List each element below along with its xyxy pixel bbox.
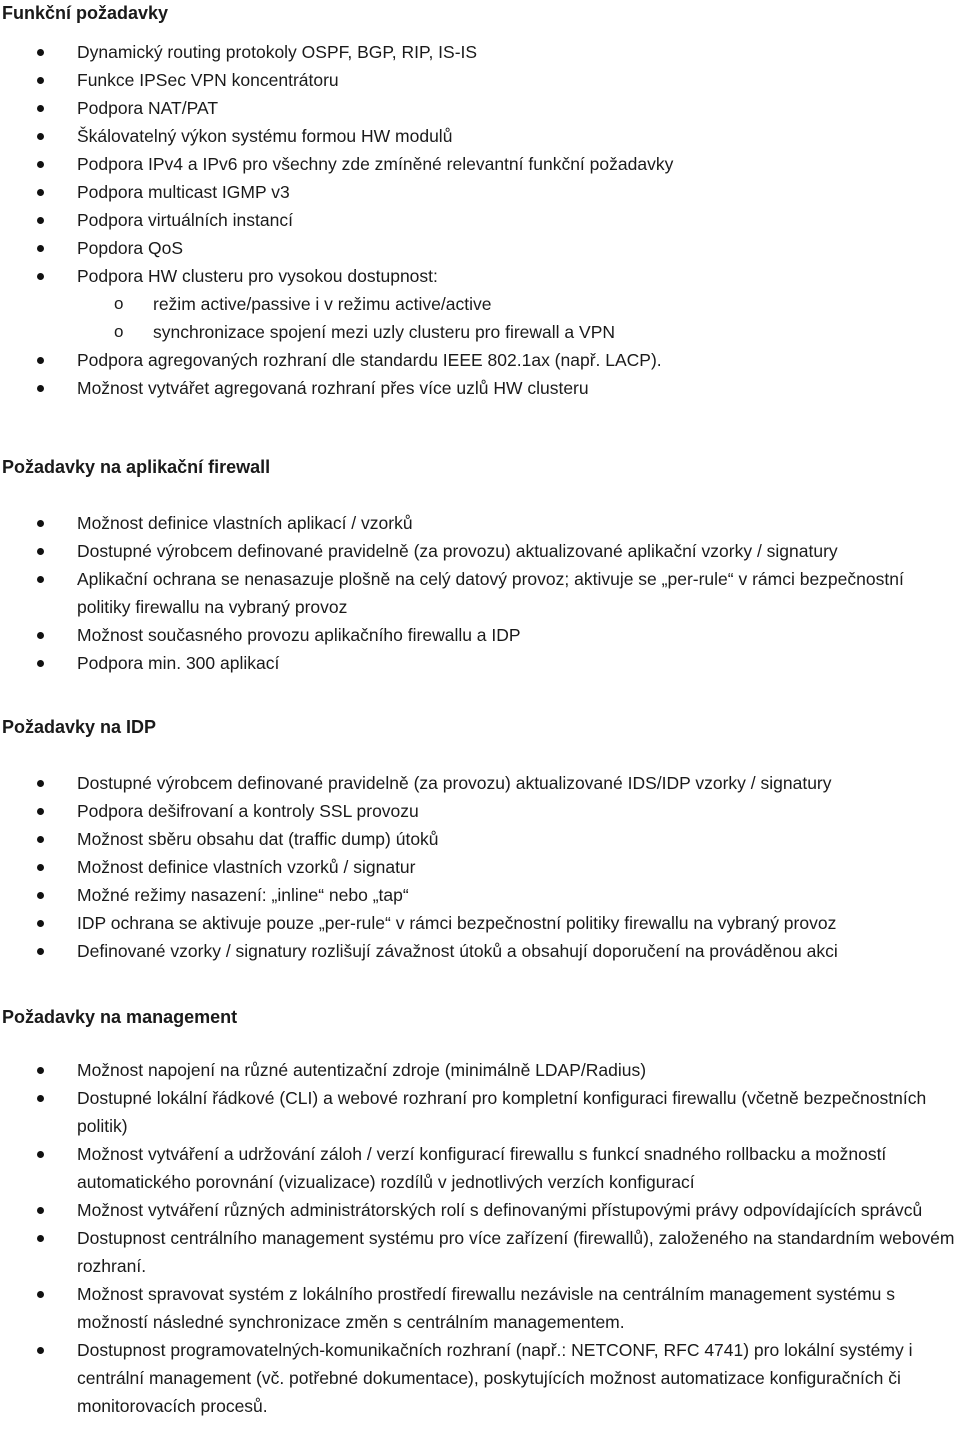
bullet-icon: [37, 273, 44, 280]
section-functional-requirements: [0, 0, 960, 402]
list-item-text: režim active/passive i v režimu active/active: [153, 294, 492, 314]
list-item-text: Podpora HW clusteru pro vysokou dostupnost:: [77, 266, 438, 286]
bullet-icon: [37, 864, 44, 871]
requirements-list: [0, 769, 960, 965]
sub-bullet-marker: o: [114, 322, 124, 341]
list-item-text: Aplikační ochrana se nenasazuje plošně na celý datový provoz; aktivuje se „per-rule“ v rámci bezpečnostní politiky firewallu na vybraný provoz: [77, 569, 904, 617]
bullet-icon: [37, 105, 44, 112]
bullet-icon: [37, 520, 44, 527]
list-item-text: synchronizace spojení mezi uzly clusteru pro firewall a VPN: [153, 322, 615, 342]
bullet-icon: [37, 920, 44, 927]
list-item: [0, 769, 960, 797]
list-item-text: Možnost vytváření a udržování záloh / verzí konfigurací firewallu s funkcí snadného rollbacku a možností automatického porovnání (vizualizace) rozdílů v jednotlivých verzích konfigurací: [77, 1144, 887, 1192]
list-item-text: Podpora multicast IGMP v3: [77, 182, 290, 202]
bullet-icon: [37, 1291, 44, 1298]
section-heading: Požadavky na management: [2, 1007, 238, 1027]
list-item-text: Dostupnost programovatelných-komunikačních rozhraní (např.: NETCONF, RFC 4741) pro lokální systémy i centrální management (vč. potřebné dokumentace), poskytujících možnost automatizace konfiguračních či monitorovacích procesů.: [77, 1340, 913, 1416]
list-item: [0, 1056, 960, 1084]
list-item-text: Dostupnost centrálního management systému pro více zařízení (firewallů), založeného na standardním webovém rozhraní.: [77, 1228, 955, 1276]
bullet-icon: [37, 548, 44, 555]
list-item-text: Dostupné výrobcem definované pravidelně (za provozu) aktualizované aplikační vzorky / signatury: [77, 541, 838, 561]
list-item: [0, 1084, 960, 1140]
bullet-icon: [37, 161, 44, 168]
bullet-icon: [37, 1207, 44, 1214]
section-idp: [0, 714, 960, 965]
list-item: [0, 881, 960, 909]
list-item-text: Definované vzorky / signatury rozlišují závažnost útoků a obsahují doporučení na prováděnou akci: [77, 941, 838, 961]
list-item-text: Škálovatelný výkon systému formou HW modulů: [77, 126, 453, 146]
bullet-icon: [37, 660, 44, 667]
list-item: [0, 38, 960, 66]
list-item-text: Podpora virtuálních instancí: [77, 210, 293, 230]
section-management: [0, 1004, 960, 1420]
list-item-text: Možnost sběru obsahu dat (traffic dump) útoků: [77, 829, 439, 849]
list-item: [0, 797, 960, 825]
list-item-text: Podpora IPv4 a IPv6 pro všechny zde zmíněné relevantní funkční požadavky: [77, 154, 674, 174]
list-item: [0, 234, 960, 262]
bullet-icon: [37, 576, 44, 583]
bullet-icon: [37, 948, 44, 955]
list-item: [0, 621, 960, 649]
list-item-text: Dostupné výrobcem definované pravidelně (za provozu) aktualizované IDS/IDP vzorky / signatury: [77, 773, 832, 793]
list-item: [0, 1224, 960, 1280]
list-item: [0, 206, 960, 234]
list-item: [0, 1140, 960, 1196]
list-item-text: Možnost napojení na různé autentizační zdroje (minimálně LDAP/Radius): [77, 1060, 647, 1080]
list-item: [0, 1196, 960, 1224]
bullet-icon: [37, 1151, 44, 1158]
bullet-icon: [37, 892, 44, 899]
bullet-icon: [37, 780, 44, 787]
list-item-text: Podpora dešifrovaní a kontroly SSL provozu: [77, 801, 419, 821]
list-item-text: Podpora agregovaných rozhraní dle standardu IEEE 802.1ax (např. LACP).: [77, 350, 662, 370]
bullet-icon: [37, 189, 44, 196]
list-item-text: Podpora min. 300 aplikací: [77, 653, 280, 673]
list-item: [0, 262, 960, 290]
list-item-text: Dostupné lokální řádkové (CLI) a webové rozhraní pro kompletní konfiguraci firewallu (včetně bezpečnostních politik): [77, 1088, 927, 1136]
list-item: [0, 94, 960, 122]
section-heading: Požadavky na IDP: [2, 717, 157, 737]
list-item: [0, 1336, 960, 1420]
list-item: [0, 853, 960, 881]
list-item: [0, 346, 960, 374]
list-item-text: Možnost spravovat systém z lokálního prostředí firewallu nezávisle na centrálním management systému s možností následné synchronizace změn s centrálním managementem.: [77, 1284, 895, 1332]
bullet-icon: [37, 77, 44, 84]
list-item-text: Dynamický routing protokoly OSPF, BGP, RIP, IS-IS: [77, 42, 478, 62]
requirements-list: [0, 38, 960, 402]
list-item: [0, 909, 960, 937]
list-item-text: Možnost vytvářet agregovaná rozhraní přes více uzlů HW clusteru: [77, 378, 589, 398]
bullet-icon: [37, 357, 44, 364]
section-application-firewall: [0, 454, 960, 677]
requirements-list: [0, 1056, 960, 1420]
list-item: [0, 509, 960, 537]
list-item: [0, 374, 960, 402]
bullet-icon: [37, 632, 44, 639]
list-item: [0, 122, 960, 150]
list-item-text: Podpora NAT/PAT: [77, 98, 219, 118]
list-item-text: Možnost definice vlastních vzorků / signatur: [77, 857, 416, 877]
bullet-icon: [37, 385, 44, 392]
list-item-text: Možné režimy nasazení: „inline“ nebo „tap“: [77, 885, 409, 905]
sub-bullet-marker: o: [114, 294, 124, 313]
list-item-text: Možnost definice vlastních aplikací / vzorků: [77, 513, 413, 533]
list-item: [0, 825, 960, 853]
sub-list-item: [0, 318, 960, 346]
section-heading: Požadavky na aplikační firewall: [2, 457, 271, 477]
bullet-icon: [37, 836, 44, 843]
list-item-text: IDP ochrana se aktivuje pouze „per-rule“ v rámci bezpečnostní politiky firewallu na vybraný provoz: [77, 913, 837, 933]
requirements-list: [0, 509, 960, 677]
list-item: [0, 66, 960, 94]
list-item-text: Popdora QoS: [77, 238, 184, 258]
sub-list-item: [0, 290, 960, 318]
bullet-icon: [37, 49, 44, 56]
bullet-icon: [37, 1235, 44, 1242]
list-item: [0, 937, 960, 965]
list-item-text: Funkce IPSec VPN koncentrátoru: [77, 70, 339, 90]
bullet-icon: [37, 1095, 44, 1102]
list-item: [0, 150, 960, 178]
bullet-icon: [37, 808, 44, 815]
list-item-text: Možnost vytváření různých administrátorských rolí s definovanými přístupovými právy odpovídajících správců: [77, 1200, 923, 1220]
list-item-text: Možnost současného provozu aplikačního firewallu a IDP: [77, 625, 521, 645]
bullet-icon: [37, 217, 44, 224]
bullet-icon: [37, 1067, 44, 1074]
list-item: [0, 1280, 960, 1336]
list-item: [0, 537, 960, 565]
bullet-icon: [37, 1347, 44, 1354]
list-item: [0, 178, 960, 206]
bullet-icon: [37, 245, 44, 252]
list-item: [0, 649, 960, 677]
bullet-icon: [37, 133, 44, 140]
list-item: [0, 565, 960, 621]
section-heading: Funkční požadavky: [2, 3, 169, 23]
